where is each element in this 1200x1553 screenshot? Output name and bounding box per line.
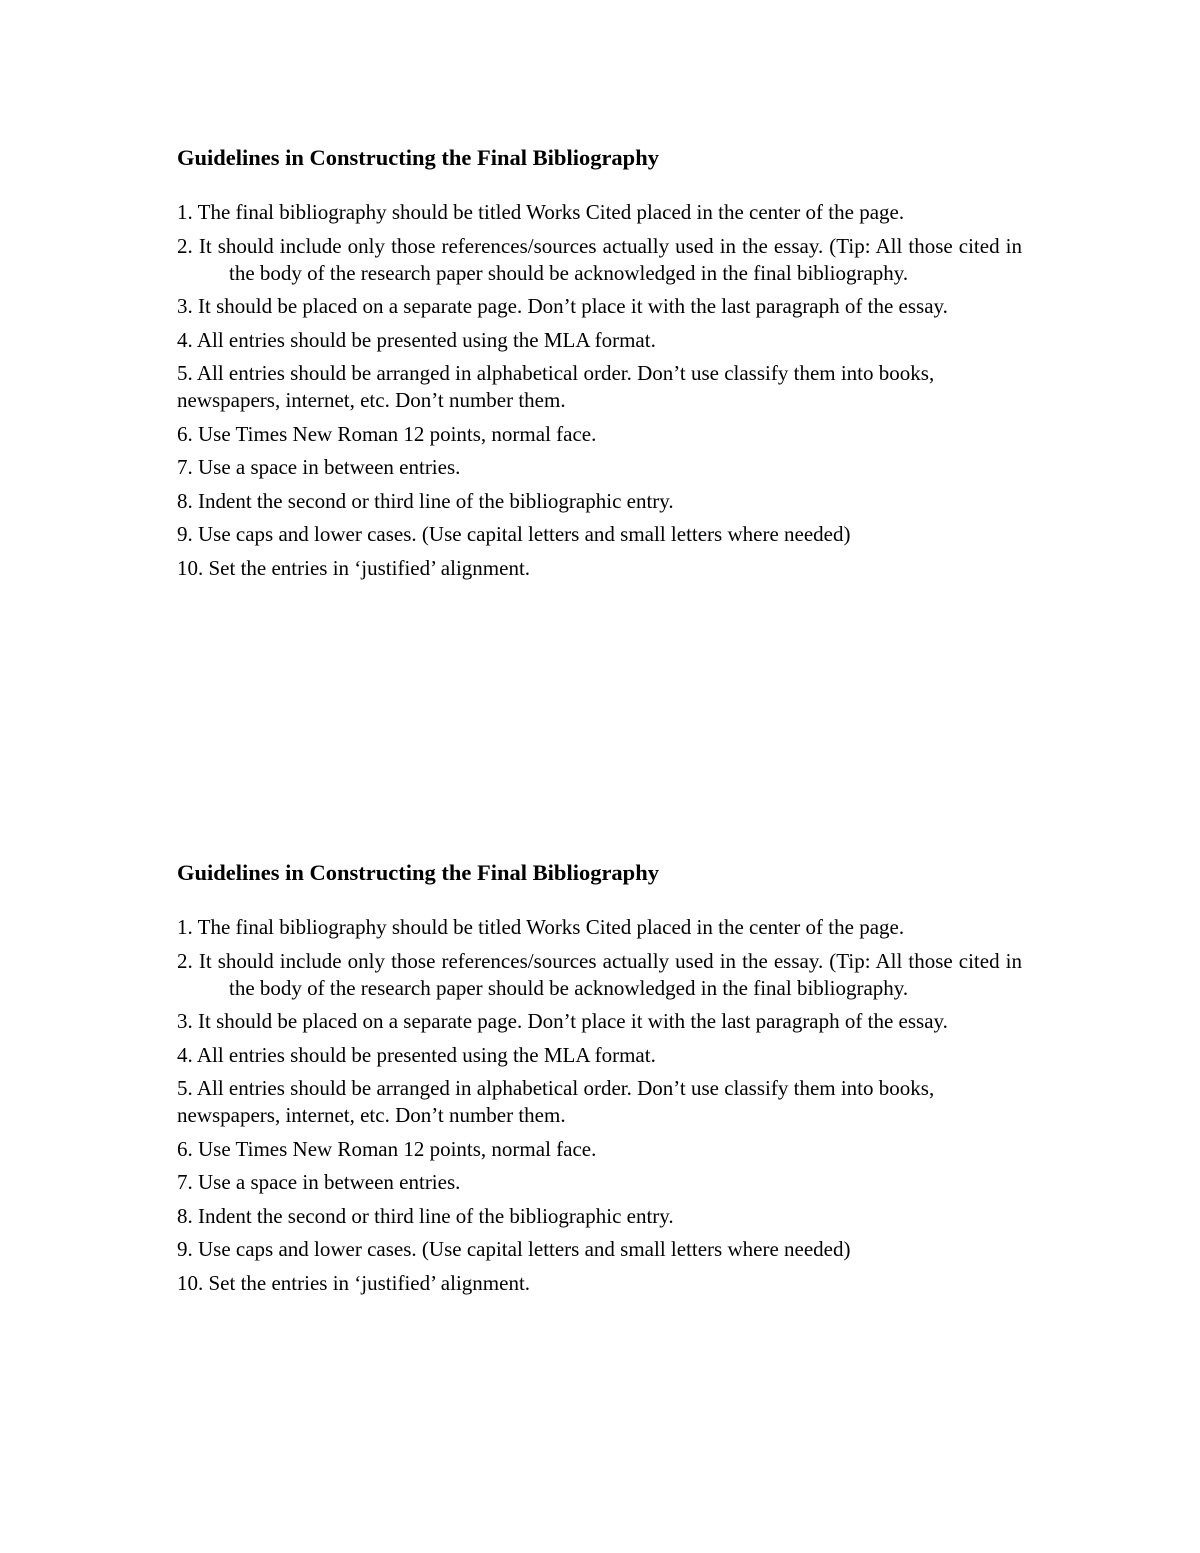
guideline-item-1: 1. The final bibliography should be titled Works Cited placed in the center of the page. — [177, 200, 905, 224]
guideline-item-5: 5. All entries should be arranged in alphabetical order. Don’t use classify them into books, newspapers, internet, etc. Don’t number them. — [177, 1076, 935, 1127]
guideline-item-9: 9. Use caps and lower cases. (Use capital letters and small letters where needed) — [177, 1237, 851, 1261]
guideline-item-6: 6. Use Times New Roman 12 points, normal face. — [177, 1136, 597, 1161]
guidelines-section-1 — [177, 143, 1022, 588]
guideline-item-10: 10. Set the entries in ‘justified’ alignment. — [177, 555, 531, 580]
guideline-item-8: 8. Indent the second or third line of the bibliographic entry. — [177, 1203, 674, 1228]
guideline-item-10: 10. Set the entries in ‘justified’ alignment. — [177, 1270, 531, 1295]
section-heading: Guidelines in Constructing the Final Bibliography — [177, 860, 659, 885]
section-heading: Guidelines in Constructing the Final Bibliography — [177, 145, 659, 170]
guideline-item-2: 2. It should include only those references/sources actually used in the essay. (Tip: All those cited in the body of the research paper should be acknowledged in the final bibliography. — [177, 233, 1022, 285]
guideline-item-7: 7. Use a space in between entries. — [177, 1170, 461, 1194]
guideline-item-3: 3. It should be placed on a separate page. Don’t place it with the last paragraph of the essay. — [177, 1009, 948, 1033]
guideline-item-9: 9. Use caps and lower cases. (Use capital letters and small letters where needed) — [177, 522, 851, 546]
guideline-item-4: 4. All entries should be presented using the MLA format. — [177, 1042, 656, 1067]
guideline-list — [177, 914, 1022, 1297]
guidelines-section-2 — [177, 858, 1022, 1303]
guideline-list — [177, 199, 1022, 582]
guideline-item-8: 8. Indent the second or third line of the bibliographic entry. — [177, 488, 674, 513]
guideline-item-3: 3. It should be placed on a separate page. Don’t place it with the last paragraph of the essay. — [177, 294, 948, 318]
guideline-item-6: 6. Use Times New Roman 12 points, normal face. — [177, 421, 597, 446]
guideline-item-5: 5. All entries should be arranged in alphabetical order. Don’t use classify them into books, newspapers, internet, etc. Don’t number them. — [177, 361, 935, 412]
guideline-item-4: 4. All entries should be presented using the MLA format. — [177, 327, 656, 352]
guideline-item-1: 1. The final bibliography should be titled Works Cited placed in the center of the page. — [177, 915, 905, 939]
guideline-item-2: 2. It should include only those references/sources actually used in the essay. (Tip: All those cited in the body of the research paper should be acknowledged in the final bibliography. — [177, 948, 1022, 1000]
guideline-item-7: 7. Use a space in between entries. — [177, 455, 461, 479]
